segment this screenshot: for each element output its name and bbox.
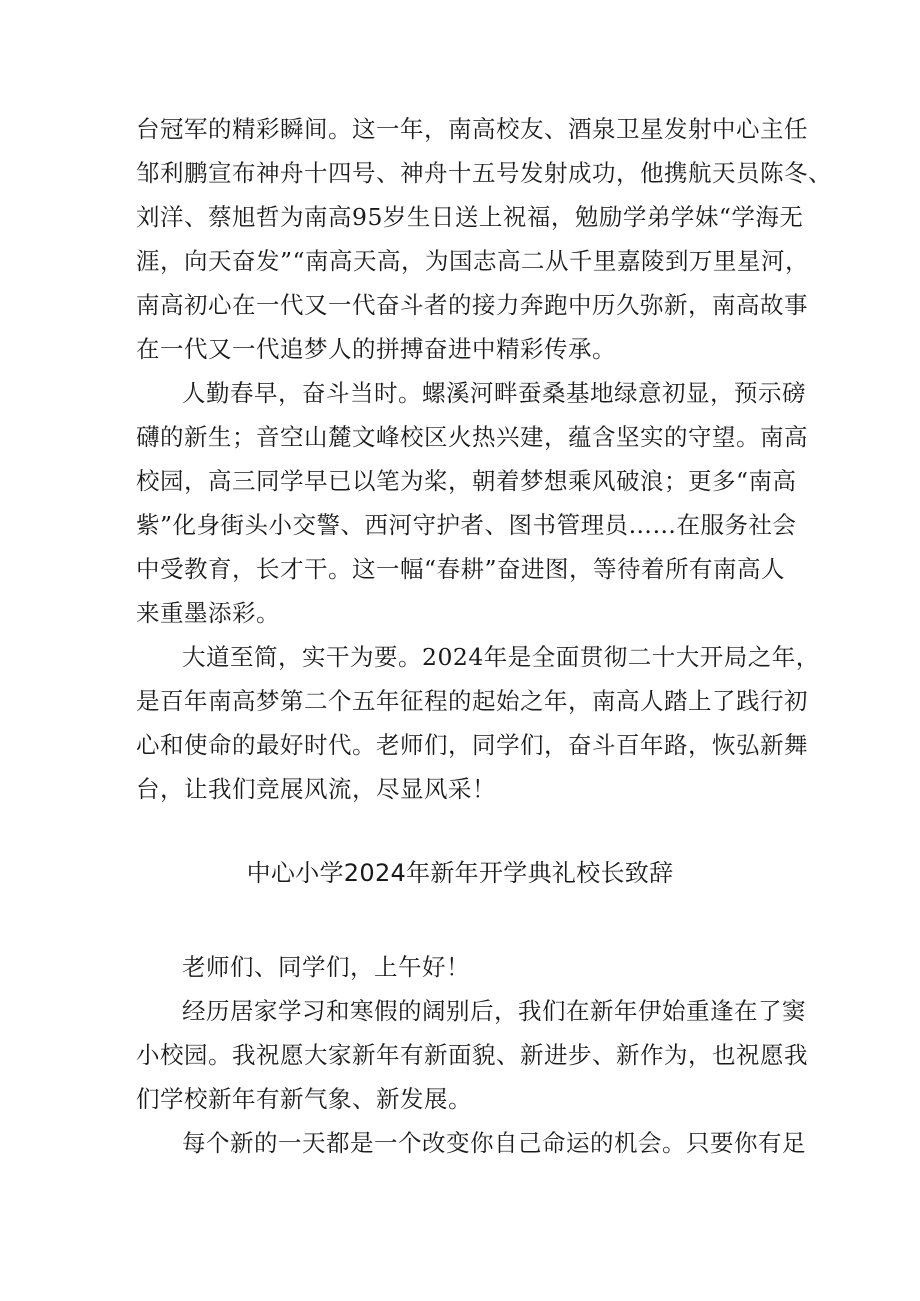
paragraph-line: 每个新的一天都是一个改变你自己命运的机会。只要你有足 (182, 1129, 806, 1157)
paragraph-line: 是百年南高梦第二个五年征程的起始之年，南高人踏上了践行初 (136, 687, 808, 715)
paragraph-line: 在一代又一代追梦人的拼搏奋进中精彩传承。 (136, 335, 616, 363)
paragraph-line: 邹利鹏宣布神舟十四号、神舟十五号发射成功，他携航天员陈冬、 (136, 159, 832, 187)
paragraph-line: 来重墨添彩。 (136, 599, 280, 627)
paragraph-line: 台冠军的精彩瞬间。这一年，南高校友、酒泉卫星发射中心主任 (136, 115, 808, 143)
paragraph-line: 经历居家学习和寒假的阔别后，我们在新年伊始重逢在了窦 (182, 997, 806, 1025)
paragraph-line: 涯，向天奋发”“南高天高，为国志高二从千里嘉陵到万里星河， (136, 247, 810, 275)
paragraph-line: 校园，高三同学早已以笔为桨，朝着梦想乘风破浪；更多“南高 (136, 467, 797, 495)
paragraph-line: 人勤春早，奋斗当时。螺溪河畔蚕桑基地绿意初显，预示磅 (182, 379, 806, 407)
paragraph-line: 大道至简，实干为要。2024年是全面贯彻二十大开局之年， (182, 643, 820, 671)
paragraph-line: 南高初心在一代又一代奋斗者的接力奔跑中历久弥新，南高故事 (136, 291, 808, 319)
paragraph-line: 中受教育，长才干。这一幅“春耕”奋进图，等待着所有南高人 (136, 555, 786, 583)
greeting-line: 老师们、同学们，上午好！ (182, 953, 470, 981)
section-title: 中心小学2024年新年开学典礼校长致辞 (246, 859, 674, 887)
paragraph-line: 礴的新生；音空山麓文峰校区火热兴建，蕴含坚实的守望。南高 (136, 423, 808, 451)
paragraph-line: 们学校新年有新气象、新发展。 (136, 1085, 472, 1113)
paragraph-line: 紫”化身街头小交警、西河守护者、图书管理员……在服务社会 (136, 511, 797, 539)
paragraph-line: 台，让我们竞展风流，尽显风采！ (136, 775, 496, 803)
paragraph-line: 刘洋、蔡旭哲为南高95岁生日送上祝福，勉励学弟学妹“学海无 (136, 203, 804, 231)
paragraph-line: 心和使命的最好时代。老师们，同学们，奋斗百年路，恢弘新舞 (136, 731, 808, 759)
paragraph-line: 小校园。我祝愿大家新年有新面貌、新进步、新作为，也祝愿我 (136, 1041, 808, 1069)
